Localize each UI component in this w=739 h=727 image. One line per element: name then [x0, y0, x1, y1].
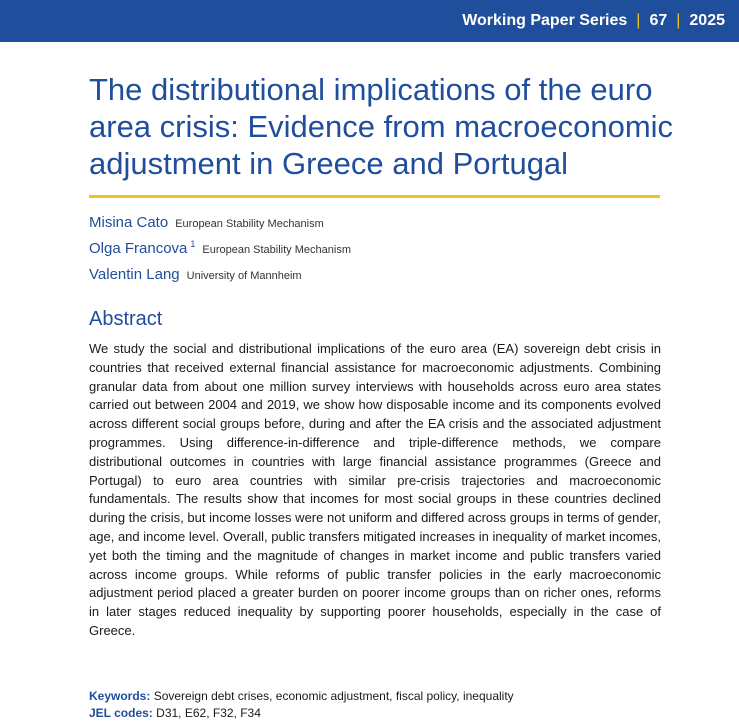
series-header-bar [0, 0, 739, 42]
author-affiliation: European Stability Mechanism [202, 244, 351, 256]
series-number: 67 [649, 12, 668, 29]
keywords-line [89, 688, 514, 705]
author-footnote-marker[interactable]: 1 [190, 239, 196, 249]
paper-metadata [89, 688, 514, 722]
jel-codes-label: JEL codes: [89, 706, 153, 720]
author-affiliation: University of Mannheim [186, 270, 302, 282]
jel-codes-value: D31, E62, F32, F34 [156, 706, 261, 720]
jel-codes-line [89, 705, 514, 722]
author-entry [89, 240, 351, 266]
series-name: Working Paper Series [462, 12, 628, 29]
author-entry [89, 214, 351, 240]
paper-title: The distributional implications of the euro area crisis: Evidence from macroeconomic adjustment in Greece and Portugal [89, 72, 674, 181]
header-separator: | [676, 12, 681, 29]
author-name: Valentin Lang [89, 266, 180, 283]
keywords-label: Keywords: [89, 689, 151, 703]
keywords-value: Sovereign debt crises, economic adjustment, fiscal policy, inequality [153, 689, 514, 703]
abstract-text: We study the social and distributional implications of the euro area (EA) sovereign debt crisis in countries that received external financial assistance for macroeconomic adjustments. Combining granular data from about one million survey interviews with households across euro area states carried out between 2004 and 2019, we show how disposable income and its components evolved across different social groups before, during and after the EA crisis and the associated adjustment programmes. Using difference-in-difference and triple-difference methods, we compare distributional outcomes in countries with large financial assistance programmes (Greece and Portugal) to euro area countries with similar pre-crisis trajectories and macroeconomic fundamentals. The results show that incomes for most social groups in these countries declined during the crisis, but income losses were not uniform and differed across groups in terms of gender, age, and income level. Overall, public transfers mitigated increases in inequality of market incomes, yet both the timing and the magnitude of changes in market income and public transfers varied across income groups. While reforms of public transfer policies in the early macroeconomic adjustment period placed a greater burden on poorer income groups than on richer ones, reforms in later stages reduced inequality by supporting poorer households, especially in the case of Greece. [89, 341, 661, 638]
author-name: Olga Francova [89, 240, 188, 257]
header-separator: | [636, 12, 641, 29]
series-year: 2025 [689, 12, 725, 29]
author-affiliation: European Stability Mechanism [175, 218, 324, 230]
author-name: Misina Cato [89, 214, 169, 231]
author-entry [89, 266, 351, 292]
author-list [89, 214, 351, 292]
abstract-heading: Abstract [89, 308, 163, 330]
title-divider [89, 195, 660, 198]
